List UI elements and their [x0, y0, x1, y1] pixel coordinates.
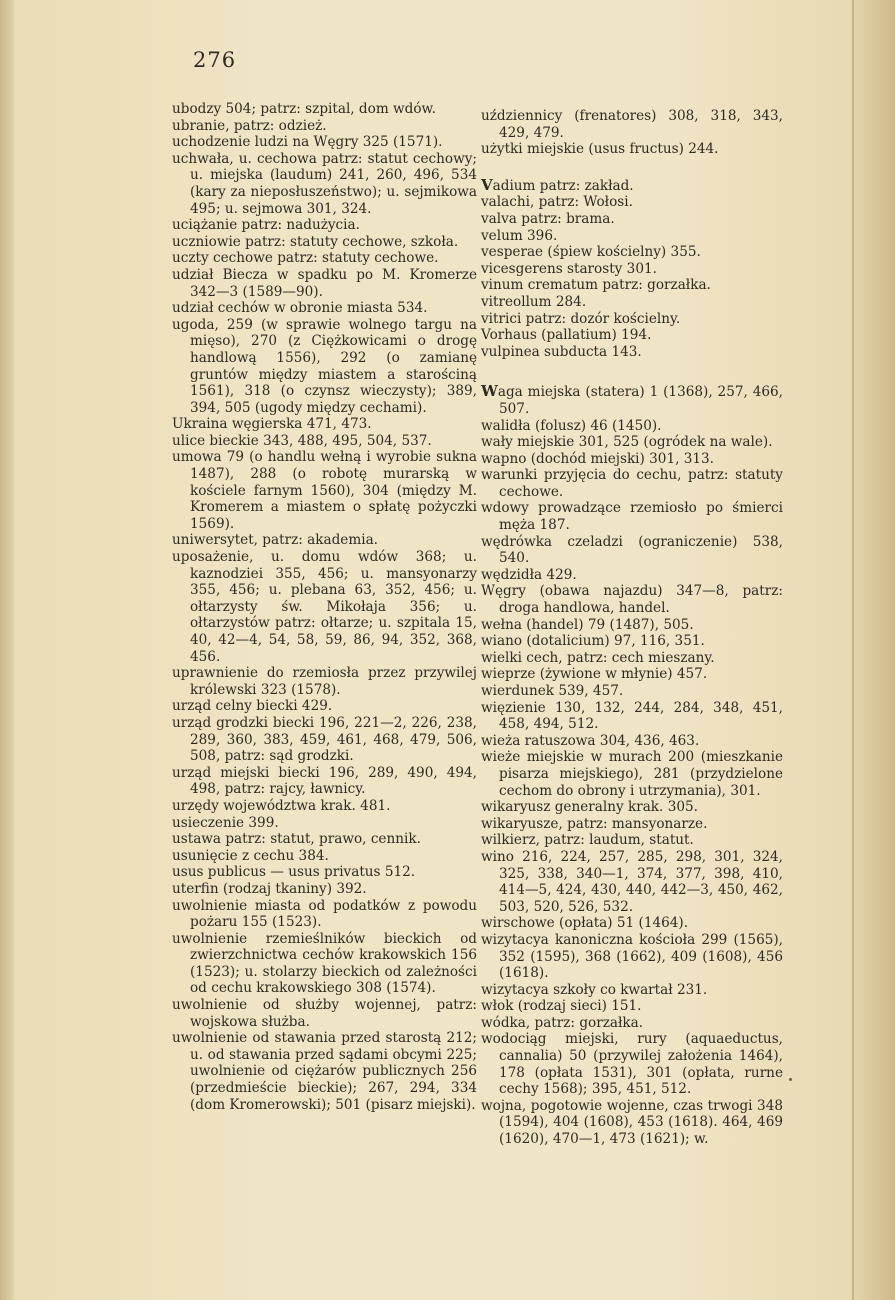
margin-speck	[789, 1078, 792, 1081]
index-entry: valva patrz: brama.	[481, 210, 615, 227]
index-column-left	[172, 101, 477, 1113]
section-gap	[481, 158, 783, 177]
index-entry: urząd miejski biecki 196, 289, 490, 494, 498, patrz: rajcy, ławnicy.	[172, 764, 477, 798]
index-entry: wędzidła 429.	[481, 566, 577, 583]
index-entry: użytki miejskie (usus fructus) 244.	[481, 141, 719, 158]
index-entry: więzienie 130, 132, 244, 284, 348, 451, 458, 494, 512.	[481, 699, 783, 733]
index-entry: Vadium patrz: zakład.	[481, 175, 634, 194]
index-entry: uczniowie patrz: statuty cechowe, szkoła.	[172, 233, 459, 250]
index-entry: ugoda, 259 (w sprawie wolnego targu na mięso), 270 (z Ciężkowicami o drogę handlową 1556), 292 (o zamianę gruntów między miastem a starościną 1561), 318 (o czynsz wieczysty); 389, 394, 505 (ugody między cechami).	[172, 316, 477, 416]
index-entry: usus publicus — usus privatus 512.	[172, 864, 416, 881]
index-entry: uposażenie, u. domu wdów 368; u. kaznodziei 355, 456; u. mansyonarzy 355, 456; u. plebana 63, 352, 456; u. ołtarzysty św. Mikołaja 356; u. ołtarzystów patrz: ołtarze; u. szpitala 15, 40, 42—4, 54, 58, 59, 86, 94, 352, 368, 456.	[172, 549, 477, 665]
index-entry: usunięcie z cechu 384.	[172, 847, 329, 864]
index-entry: walidła (folusz) 46 (1450).	[481, 417, 662, 434]
index-entry: wizytacya szkoły co kwartał 231.	[481, 981, 708, 998]
index-entry: wieprze (żywione w młynie) 457.	[481, 666, 708, 683]
index-section-v	[481, 177, 783, 361]
index-entry: wdowy prowadzące rzemiosło po śmierci męża 187.	[481, 500, 783, 534]
index-entry: uwolnienie miasta od podatków z powodu pożaru 155 (1523).	[172, 897, 477, 931]
index-entry: uchwała, u. cechowa patrz: statut cechowy; u. miejska (laudum) 241, 260, 496, 534 (kary za nieposłuszeństwo); u. sejmikowa 495; u. sejmowa 301, 324.	[172, 150, 477, 217]
index-entry: włok (rodzaj sieci) 151.	[481, 998, 642, 1015]
section-initial-v: V	[481, 175, 493, 194]
index-entry: vulpinea subducta 143.	[481, 343, 642, 360]
index-entry: wieże miejskie w murach 200 (mieszkanie pisarza miejskiego), 281 (przydzielone cechom do obrony i utrzymania), 301.	[481, 749, 783, 799]
index-entry: wikaryusze, patrz: mansyonarze.	[481, 815, 708, 832]
index-entry: vinum crematum patrz: gorzałka.	[481, 277, 711, 294]
index-entry: velum 396.	[481, 227, 558, 244]
index-entry: uterfin (rodzaj tkaniny) 392.	[172, 880, 367, 897]
index-entry: wały miejskie 301, 525 (ogródek na wale).	[481, 434, 773, 451]
index-entry: wizytacya kanoniczna kościoła 299 (1565), 352 (1595), 368 (1662), 409 (1608), 456 (1618).	[481, 931, 783, 982]
index-entry: uwolnienie od stawania przed starostą 212; u. od stawania przed sądami obcymi 225; uwolnienie od ciężarów publicznych 256 (przedmieście bieckie); 267, 294, 334 (dom Kromerowski); 501 (pisarz miejski).	[172, 1030, 477, 1113]
index-entry: ubodzy 504; patrz: szpital, dom wdów.	[172, 101, 436, 117]
index-entry: wodociąg miejski, rury (aquaeductus, cannalia) 50 (przywilej założenia 1464), 178 (opłata 1531), 301 (opłata, rurne cechy 1568); 395, 451, 512.	[481, 1031, 783, 1098]
index-entry: urząd celny biecki 429.	[172, 698, 333, 715]
index-section-w	[481, 383, 783, 1147]
index-entry: wapno (dochód miejski) 301, 313.	[481, 450, 715, 467]
index-entry: Vorhaus (pallatium) 194.	[481, 327, 652, 344]
index-entry: uwolnienie rzemieślników bieckich od zwierzchnictwa cechów krakowskich 156 (1523); u. stolarzy bieckich od zależności od cechu krakowskiego 308 (1574).	[172, 930, 477, 997]
index-entry: uniwersytet, patrz: akademia.	[172, 532, 378, 549]
index-entry: uprawnienie do rzemiosła przez przywilej królewski 323 (1578).	[172, 665, 477, 698]
index-entry: uwolnienie od służby wojennej, patrz: wojskowa służba.	[172, 997, 477, 1030]
section-gap	[481, 360, 783, 383]
index-entry: warunki przyjęcia do cechu, patrz: statuty cechowe.	[481, 467, 783, 500]
index-entry: wikaryusz generalny krak. 305.	[481, 799, 698, 816]
index-entry: urząd grodzki biecki 196, 221—2, 226, 238, 289, 360, 383, 459, 461, 468, 479, 506, 508, patrz: sąd grodzki.	[172, 714, 477, 765]
index-entry: udział Biecza w spadku po M. Kromerze 342—3 (1589—90).	[172, 266, 477, 300]
index-entry: vesperae (śpiew kościelny) 355.	[481, 244, 701, 261]
index-entry: uchodzenie ludzi na Węgry 325 (1571).	[172, 134, 443, 151]
index-entry: wirschowe (opłata) 51 (1464).	[481, 915, 689, 932]
index-entry: vitreollum 284.	[481, 293, 587, 310]
index-entry: Ukraina węgierska 471, 473.	[172, 416, 372, 433]
index-entry: ustawa patrz: statut, prawo, cennik.	[172, 831, 421, 848]
index-entry: wilkierz, patrz: laudum, statut.	[481, 832, 694, 849]
index-entry: uździennicy (frenatores) 308, 318, 343, 429, 479.	[481, 108, 783, 141]
index-section-u-continued	[481, 108, 783, 158]
index-entry: wierdunek 539, 457.	[481, 683, 624, 699]
index-entry: ubranie, patrz: odzież.	[172, 117, 327, 134]
section-initial-w: W	[481, 382, 498, 401]
page-spine-shadow	[0, 0, 14, 1300]
index-entry: wełna (handel) 79 (1487), 505.	[481, 616, 694, 633]
index-entry: wódka, patrz: gorzałka.	[481, 1014, 644, 1031]
index-entry: usieczenie 399.	[172, 814, 279, 831]
index-entry: valachi, patrz: Wołosi.	[481, 194, 633, 211]
page-fold-line	[852, 0, 854, 1300]
index-entry: wino 216, 224, 257, 285, 298, 301, 324, 325, 338, 340—1, 374, 377, 398, 410, 414—5, 424, 430, 440, 442—3, 450, 462, 503, 520, 526, 532.	[481, 848, 783, 915]
index-entry: urzędy województwa krak. 481.	[172, 797, 391, 814]
index-entry: wielki cech, patrz: cech mieszany.	[481, 649, 715, 666]
index-entry: Węgry (obawa najazdu) 347—8, patrz: droga handlowa, handel.	[481, 583, 783, 617]
index-entry: wieża ratuszowa 304, 436, 463.	[481, 732, 700, 749]
index-entry: umowa 79 (o handlu wełną i wyrobie sukna 1487), 288 (o robotę murarską w kościele farnym 1560), 304 (między M. Kromerem a miastem o spłatę pożyczki 1569).	[172, 449, 477, 532]
index-entry: vicesgerens starosty 301.	[481, 260, 657, 277]
index-column-right	[481, 108, 783, 1148]
page-number: 276	[193, 48, 237, 72]
index-entry: uciążanie patrz: nadużycia.	[172, 217, 360, 234]
index-entry: wiano (dotalicium) 97, 116, 351.	[481, 633, 705, 650]
index-entry: wędrówka czeladzi (ograniczenie) 538, 540.	[481, 533, 783, 567]
index-entry: Waga miejska (statera) 1 (1368), 257, 466, 507.	[481, 382, 783, 417]
index-entry: wojna, pogotowie wojenne, czas trwogi 348 (1594), 404 (1608), 453 (1618). 464, 469 (1620), 470—1, 473 (1621); w.	[481, 1097, 783, 1148]
index-entry: udział cechów w obronie miasta 534.	[172, 300, 428, 317]
index-entry: ulice bieckie 343, 488, 495, 504, 537.	[172, 432, 432, 449]
index-entry: vitrici patrz: dozór kościelny.	[481, 310, 681, 327]
index-entry: uczty cechowe patrz: statuty cechowe.	[172, 250, 439, 267]
